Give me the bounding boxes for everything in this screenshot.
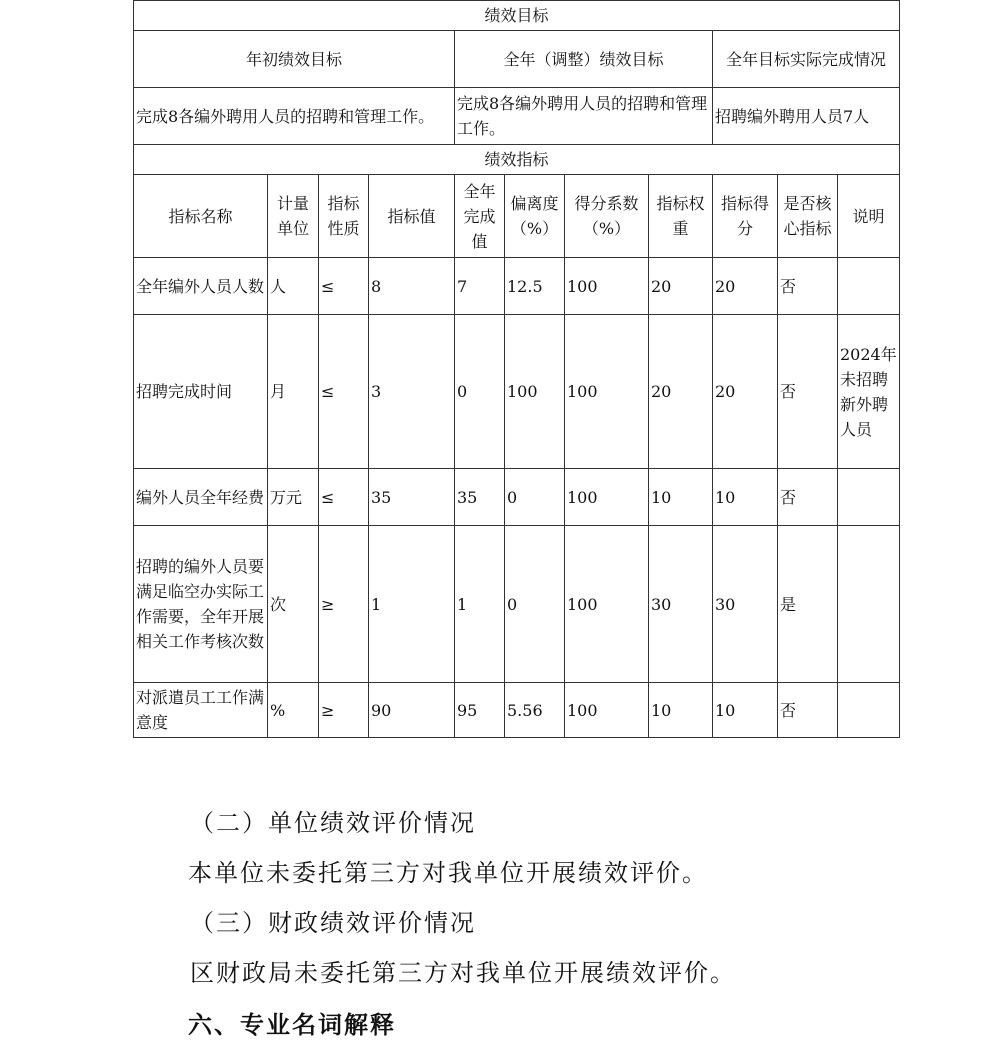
indicator-cell: 编外人员全年经费 <box>134 469 268 526</box>
indicator-cell: 20 <box>713 315 778 469</box>
indicator-header-cell: 计量单位 <box>268 175 319 258</box>
indicator-cell: 全年编外人员人数 <box>134 258 268 315</box>
indicator-cell: 12.5 <box>505 258 565 315</box>
indicator-cell: ≥ <box>319 526 369 683</box>
indicator-cell: 是 <box>778 526 838 683</box>
performance-table <box>133 0 900 738</box>
indicator-cell: 否 <box>778 315 838 469</box>
section-heading-unit-evaluation: （二）单位绩效评价情况 <box>190 809 476 837</box>
indicator-cell: 招聘的编外人员要满足临空办实际工作需要，全年开展相关工作考核次数 <box>134 526 268 683</box>
indicator-cell: 100 <box>565 469 649 526</box>
table-row <box>134 526 900 683</box>
indicator-cell: 10 <box>649 683 713 738</box>
indicator-cell: 100 <box>565 258 649 315</box>
indicator-cell: 10 <box>649 469 713 526</box>
indicator-header-cell: 指标名称 <box>134 175 268 258</box>
indicator-note-cell: 2024年未招聘新外聘人员 <box>838 315 900 469</box>
table-row <box>134 683 900 738</box>
indicator-cell: 招聘完成时间 <box>134 315 268 469</box>
indicator-cell: 对派遣员工工作满意度 <box>134 683 268 738</box>
indicator-cell <box>838 469 900 526</box>
indicator-cell: 20 <box>649 315 713 469</box>
indicator-cell: 万元 <box>268 469 319 526</box>
indicator-cell: % <box>268 683 319 738</box>
indicator-cell: 10 <box>713 469 778 526</box>
indicator-cell: 30 <box>713 526 778 683</box>
indicator-cell <box>838 258 900 315</box>
table-row <box>134 258 900 315</box>
indicator-cell: 0 <box>455 315 505 469</box>
indicator-cell: 20 <box>713 258 778 315</box>
indicator-cell: 100 <box>565 683 649 738</box>
indicator-cell: 35 <box>369 469 455 526</box>
indicator-cell: 次 <box>268 526 319 683</box>
indicator-header-cell: 指标权重 <box>649 175 713 258</box>
indicator-cell: 95 <box>455 683 505 738</box>
table-row <box>134 315 900 469</box>
indicator-cell: ≥ <box>319 683 369 738</box>
indicator-cell: 7 <box>455 258 505 315</box>
indicator-header-cell: 说明 <box>838 175 900 258</box>
indicator-cell: 20 <box>649 258 713 315</box>
indicator-cell: 3 <box>369 315 455 469</box>
indicator-cell: 8 <box>369 258 455 315</box>
indicator-cell: ≤ <box>319 469 369 526</box>
indicator-cell: 10 <box>713 683 778 738</box>
table-row <box>134 469 900 526</box>
goal-adjusted-value: 完成8各编外聘用人员的招聘和管理工作。 <box>455 88 713 145</box>
section-heading-finance-evaluation: （三）财政绩效评价情况 <box>190 909 476 937</box>
indicator-header-row <box>134 175 900 258</box>
indicator-cell: 100 <box>505 315 565 469</box>
indicator-cell: 否 <box>778 258 838 315</box>
indicator-cell: 否 <box>778 683 838 738</box>
indicator-cell: 100 <box>565 315 649 469</box>
indicator-cell: 否 <box>778 469 838 526</box>
section-body-unit-evaluation: 本单位未委托第三方对我单位开展绩效评价。 <box>188 859 708 887</box>
goal-initial-value: 完成8各编外聘用人员的招聘和管理工作。 <box>134 88 455 145</box>
indicator-cell: 月 <box>268 315 319 469</box>
indicator-cell: 100 <box>565 526 649 683</box>
indicator-cell: 35 <box>455 469 505 526</box>
goal-header-actual: 全年目标实际完成情况 <box>713 31 900 88</box>
indicator-cell <box>838 683 900 738</box>
indicator-cell <box>838 526 900 683</box>
indicator-cell: ≤ <box>319 315 369 469</box>
indicator-header-cell: 指标性质 <box>319 175 369 258</box>
indicator-header-cell: 指标得分 <box>713 175 778 258</box>
indicator-header-cell: 全年完成值 <box>455 175 505 258</box>
indicator-cell: 5.56 <box>505 683 565 738</box>
indicator-cell: 0 <box>505 469 565 526</box>
indicator-cell: 0 <box>505 526 565 683</box>
indicators-section-title: 绩效指标 <box>134 145 900 175</box>
indicator-header-cell: 指标值 <box>369 175 455 258</box>
goal-header-adjusted: 全年（调整）绩效目标 <box>455 31 713 88</box>
section-body-finance-evaluation: 区财政局未委托第三方对我单位开展绩效评价。 <box>190 959 736 987</box>
indicator-cell: ≤ <box>319 258 369 315</box>
indicator-cell: 1 <box>455 526 505 683</box>
indicator-header-cell: 得分系数（%） <box>565 175 649 258</box>
goal-header-initial: 年初绩效目标 <box>134 31 455 88</box>
indicator-header-cell: 是否核心指标 <box>778 175 838 258</box>
indicator-cell: 人 <box>268 258 319 315</box>
goal-actual-value: 招聘编外聘用人员7人 <box>713 88 900 145</box>
indicator-cell: 1 <box>369 526 455 683</box>
indicator-cell: 90 <box>369 683 455 738</box>
goals-section-title: 绩效目标 <box>134 1 900 31</box>
next-chapter-heading: 六、专业名词解释 <box>188 1010 396 1039</box>
indicator-header-cell: 偏离度（%） <box>505 175 565 258</box>
indicator-cell: 30 <box>649 526 713 683</box>
